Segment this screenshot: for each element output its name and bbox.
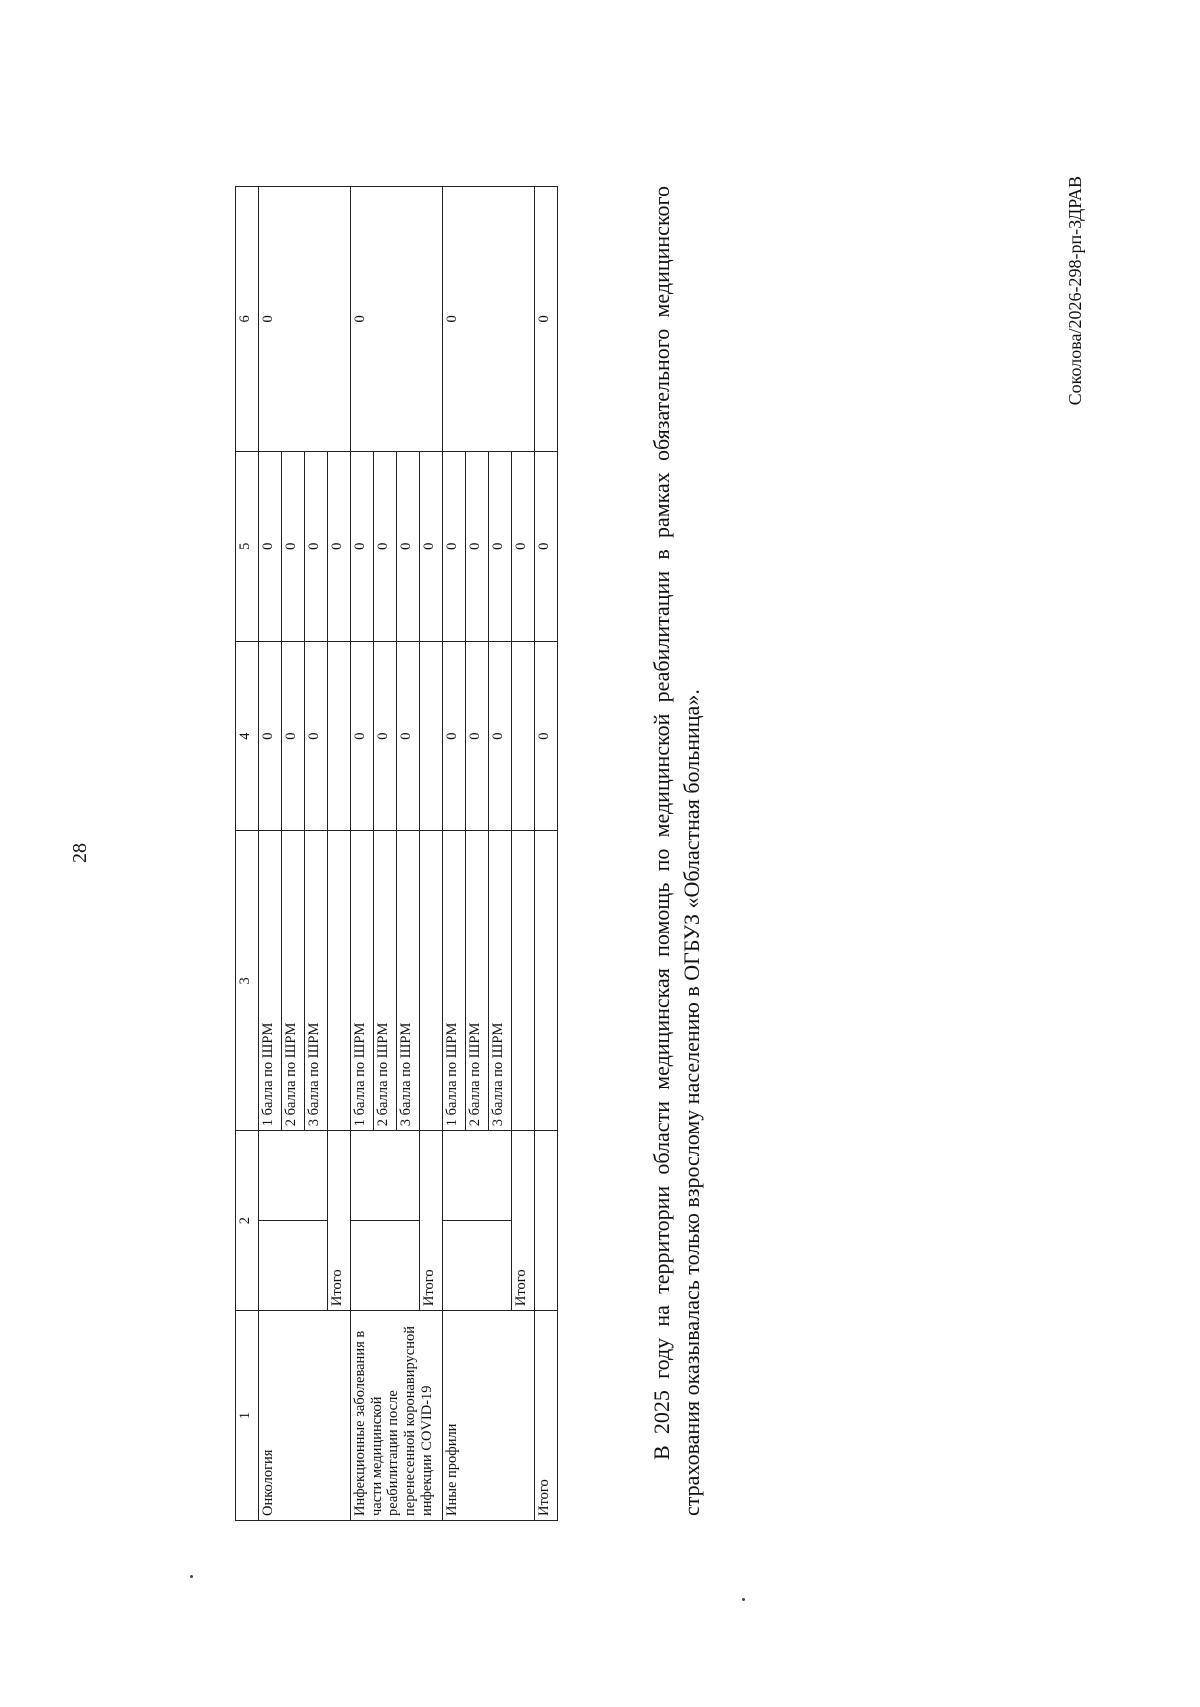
empty-cell: [351, 1221, 420, 1311]
column-number: 4: [236, 641, 259, 831]
empty-cell: [328, 831, 351, 1131]
value-cell: 0: [489, 641, 512, 831]
page-number: 28: [69, 843, 91, 863]
score-cell: 1 балла по ШРМ: [443, 831, 466, 1131]
column-number: 2: [236, 1131, 259, 1311]
value-cell: 0: [282, 641, 305, 831]
value-cell: 0: [259, 641, 282, 831]
profile-name: Онкология: [259, 1311, 351, 1521]
score-cell: 2 балла по ШРМ: [374, 831, 397, 1131]
empty-cell: [259, 1131, 328, 1221]
value-cell: 0: [397, 641, 420, 831]
value-cell: 0: [259, 451, 282, 641]
value-cell: 0: [374, 451, 397, 641]
value-cell: 0: [351, 187, 443, 452]
value-cell: 0: [259, 187, 351, 452]
document-code: Соколова/2026-298-рп-ЗДРАВ: [1065, 176, 1085, 406]
rehab-table: [235, 186, 558, 1521]
score-cell: 2 балла по ШРМ: [466, 831, 489, 1131]
value-cell: 0: [489, 451, 512, 641]
score-cell: 3 балла по ШРМ: [305, 831, 328, 1131]
table-row: [259, 187, 282, 1521]
score-cell: 3 балла по ШРМ: [397, 831, 420, 1131]
value-cell: 0: [466, 641, 489, 831]
value-cell: 0: [443, 187, 535, 452]
column-number: 3: [236, 831, 259, 1131]
value-cell: 0: [535, 641, 558, 831]
grand-total-row: [535, 187, 558, 1521]
table-row: [351, 187, 374, 1521]
score-cell: 1 балла по ШРМ: [259, 831, 282, 1131]
score-cell: 1 балла по ШРМ: [351, 831, 374, 1131]
value-cell: 0: [466, 451, 489, 641]
value-cell: 0: [420, 451, 443, 641]
rotated-content: [70, 136, 1130, 1576]
value-cell: 0: [328, 451, 351, 641]
empty-cell: [535, 1131, 558, 1311]
total-label: Итого: [328, 1131, 351, 1311]
empty-cell: [535, 831, 558, 1131]
body-paragraph: В 2025 году на территории области медицинская помощь по медицинской реабилитации в рамках обязательного медицинского страхования оказывалась только взрослому населению в ОГБУЗ «Областная больница».: [649, 186, 704, 1516]
column-number: 6: [236, 187, 259, 452]
value-cell: 0: [443, 451, 466, 641]
value-cell: 0: [535, 187, 558, 452]
value-cell: 0: [305, 451, 328, 641]
value-cell: 0: [397, 451, 420, 641]
table-row: [443, 187, 466, 1521]
scan-speck: [742, 1598, 745, 1601]
value-cell: 0: [305, 641, 328, 831]
total-label: Итого: [420, 1131, 443, 1311]
total-label: Итого: [512, 1131, 535, 1311]
column-number: 1: [236, 1311, 259, 1521]
profile-name: Инфекционные заболевания в части медицинской реабилитации после перенесенной коронавирусной инфекции COVID-19: [351, 1311, 443, 1521]
empty-cell: [512, 641, 535, 831]
table-header-row: [236, 187, 259, 1521]
value-cell: 0: [351, 641, 374, 831]
column-number: 5: [236, 451, 259, 641]
value-cell: 0: [512, 451, 535, 641]
total-label: Итого: [535, 1311, 558, 1521]
empty-cell: [328, 641, 351, 831]
empty-cell: [351, 1131, 420, 1221]
value-cell: 0: [374, 641, 397, 831]
profile-name: Иные профили: [443, 1311, 535, 1521]
empty-cell: [443, 1221, 512, 1311]
value-cell: 0: [351, 451, 374, 641]
value-cell: 0: [443, 641, 466, 831]
scan-speck: [190, 1575, 193, 1578]
score-cell: 2 балла по ШРМ: [282, 831, 305, 1131]
value-cell: 0: [282, 451, 305, 641]
empty-cell: [259, 1221, 328, 1311]
empty-cell: [420, 831, 443, 1131]
score-cell: 3 балла по ШРМ: [489, 831, 512, 1131]
empty-cell: [443, 1131, 512, 1221]
empty-cell: [420, 641, 443, 831]
value-cell: 0: [535, 451, 558, 641]
empty-cell: [512, 831, 535, 1131]
